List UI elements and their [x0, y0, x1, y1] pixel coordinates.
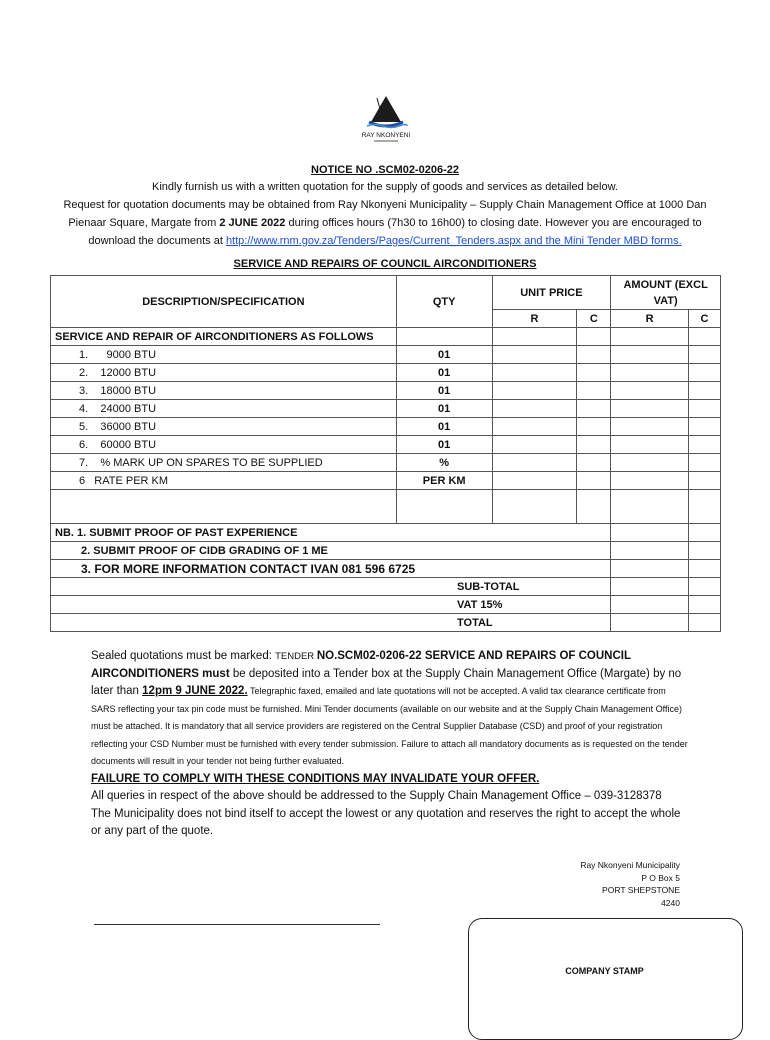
unit-price-r-cell[interactable] — [492, 418, 577, 436]
amount-r-cell[interactable] — [611, 454, 689, 472]
vat-c-cell[interactable] — [689, 596, 721, 614]
header-amount-r: R — [611, 310, 689, 328]
header-unit-price: UNIT PRICE — [492, 276, 611, 310]
item-qty: 01 — [396, 346, 492, 364]
total-label: TOTAL — [51, 614, 611, 632]
signature-line[interactable] — [94, 924, 380, 925]
unit-price-r-cell[interactable] — [492, 472, 577, 490]
header-amount: AMOUNT (EXCL VAT) — [611, 276, 721, 310]
conditions-small-print: Telegraphic faxed, emailed and late quotations will not be accepted. A valid tax clearance certificate from SARS reflecting your tax pin code must be furnished. Mini Tender documents (available on our website and at the Supply Chain Management Office) must be attached. It is mandatory that all service providers are registered on the Central Supplier Database (CSD) and proof of your registration reflecting your CSD Number must be furnished with every tender submission. Failure to attach all mandatory documents as is requested on the tender documents will result in your tender not being further evaluated. — [91, 686, 688, 766]
section-heading: SERVICE AND REPAIR OF AIRCONDITIONERS AS FOLLOWS — [51, 328, 397, 346]
unit-price-c-cell[interactable] — [577, 382, 611, 400]
header-unit-c: C — [577, 310, 611, 328]
item-qty: PER KM — [396, 472, 492, 490]
table-row — [51, 436, 721, 454]
table-row — [51, 472, 721, 490]
header-amount-c: C — [689, 310, 721, 328]
nb-1: NB. 1. SUBMIT PROOF OF PAST EXPERIENCE — [51, 524, 611, 542]
item-description: 1. 9000 BTU — [51, 346, 397, 364]
queries: All queries in respect of the above should be addressed to the Supply Chain Management Office – 039-3128378 — [91, 790, 662, 802]
company-stamp-label: COMPANY STAMP — [565, 966, 644, 976]
amount-c-cell[interactable] — [689, 364, 721, 382]
header-description: DESCRIPTION/SPECIFICATION — [51, 276, 397, 328]
amount-c-cell[interactable] — [689, 454, 721, 472]
item-description: 3. 18000 BTU — [51, 382, 397, 400]
notice-number: NOTICE NO .SCM02-0206-22 — [311, 164, 459, 176]
amount-c-cell[interactable] — [689, 346, 721, 364]
item-qty: 01 — [396, 364, 492, 382]
company-stamp-box[interactable] — [468, 918, 743, 1040]
tenders-link[interactable]: http://www.rnm.gov.za/Tenders/Pages/Current_Tenders.aspx and the Mini Tender MBD forms. — [225, 235, 682, 247]
amount-r-cell[interactable] — [611, 436, 689, 454]
sealed-quotations-paragraph: Sealed quotations must be marked: TENDER NO.SCM02-0206-22 SERVICE AND REPAIRS OF COUNCIL AIRCONDITIONERS must be deposited into a Tender box at the Supply Chain Management Office (Margate) by no later than 12pm 9 JUNE 2022. Telegraphic faxed, emailed and late quotations will not be accepted. A valid tax clearance certificate from SARS reflecting your tax pin code must be furnished. Mini Tender documents (available on our website and at the Supply Chain Management Office) must be attached. It is mandatory that all service providers are registered on the Central Supplier Database (CSD) and proof of your registration reflecting your CSD Number must be furnished with every tender submission. Failure to attach all mandatory documents as is requested on the tender documents will result in your tender not being further evaluated. — [91, 650, 688, 766]
vat-label: VAT 15% — [51, 596, 611, 614]
instructions — [91, 648, 689, 841]
intro-line-1: Kindly furnish us with a written quotation for the supply of goods and services as detailed below. — [152, 181, 618, 193]
unit-price-r-cell[interactable] — [492, 382, 577, 400]
quotation-table — [50, 275, 721, 632]
item-description: 2. 12000 BTU — [51, 364, 397, 382]
amount-c-cell[interactable] — [689, 418, 721, 436]
amount-r-cell[interactable] — [611, 400, 689, 418]
item-qty: 01 — [396, 400, 492, 418]
amount-c-cell[interactable] — [689, 472, 721, 490]
unit-price-c-cell[interactable] — [577, 436, 611, 454]
vat-r-cell[interactable] — [611, 596, 689, 614]
intro-line-2: Request for quotation documents may be obtained from Ray Nkonyeni Municipality – Supply Chain Management Office at 1000 Dan — [63, 199, 707, 211]
amount-r-cell[interactable] — [611, 346, 689, 364]
table-row — [51, 418, 721, 436]
header-unit-r: R — [492, 310, 577, 328]
item-qty: % — [396, 454, 492, 472]
table-row — [51, 364, 721, 382]
disclaimer: The Municipality does not bind itself to accept the lowest or any quotation and reserves the right to accept the whole or any part of the quote. — [91, 807, 681, 837]
amount-r-cell[interactable] — [611, 472, 689, 490]
unit-price-r-cell[interactable] — [492, 400, 577, 418]
warning: FAILURE TO COMPLY WITH THESE CONDITIONS MAY INVALIDATE YOUR OFFER. — [91, 772, 540, 785]
intro-line-3: Pienaar Square, Margate from 2 JUNE 2022 during offices hours (7h30 to 16h00) to closing date. However you are encouraged to — [68, 217, 702, 229]
header-qty: QTY — [396, 276, 492, 328]
item-qty: 01 — [396, 418, 492, 436]
unit-price-c-cell[interactable] — [577, 346, 611, 364]
item-qty: 01 — [396, 436, 492, 454]
amount-r-cell[interactable] — [611, 382, 689, 400]
subtotal-r-cell[interactable] — [611, 578, 689, 596]
item-qty: 01 — [396, 382, 492, 400]
amount-c-cell[interactable] — [689, 400, 721, 418]
deadline: 12pm 9 JUNE 2022. — [142, 685, 248, 697]
nb-3: 3. FOR MORE INFORMATION CONTACT IVAN 081 596 6725 — [51, 560, 611, 578]
amount-r-cell[interactable] — [611, 364, 689, 382]
amount-c-cell[interactable] — [689, 436, 721, 454]
item-description: 5. 36000 BTU — [51, 418, 397, 436]
subtotal-label: SUB-TOTAL — [51, 578, 611, 596]
unit-price-r-cell[interactable] — [492, 454, 577, 472]
total-c-cell[interactable] — [689, 614, 721, 632]
table-row — [51, 454, 721, 472]
table-row — [51, 382, 721, 400]
municipality-address: Ray Nkonyeni Municipality P O Box 5 PORT SHEPSTONE 4240 — [580, 860, 680, 908]
unit-price-c-cell[interactable] — [577, 472, 611, 490]
intro-paragraph — [38, 178, 732, 250]
unit-price-c-cell[interactable] — [577, 400, 611, 418]
item-description: 4. 24000 BTU — [51, 400, 397, 418]
table-row — [51, 400, 721, 418]
item-description: 7. % MARK UP ON SPARES TO BE SUPPLIED — [51, 454, 397, 472]
unit-price-r-cell[interactable] — [492, 346, 577, 364]
logo-text: RAY NKONYENI — [361, 132, 411, 139]
total-r-cell[interactable] — [611, 614, 689, 632]
table-row — [51, 346, 721, 364]
amount-r-cell[interactable] — [611, 418, 689, 436]
opening-date: 2 JUNE 2022 — [219, 217, 286, 229]
table-title: SERVICE AND REPAIRS OF COUNCIL AIRCONDITIONERS — [233, 258, 537, 270]
intro-line-4: download the documents at http://www.rnm.gov.za/Tenders/Pages/Current_Tenders.aspx and the Mini Tender MBD forms. — [88, 235, 682, 247]
tender-number: NO.SCM02-0206-22 SERVICE AND REPAIRS OF COUNCIL AIRCONDITIONERS must — [91, 650, 631, 680]
unit-price-c-cell[interactable] — [577, 418, 611, 436]
unit-price-c-cell[interactable] — [577, 454, 611, 472]
table-row-blank — [51, 490, 721, 524]
municipality-logo — [355, 92, 417, 144]
subtotal-c-cell[interactable] — [689, 578, 721, 596]
nb-2: 2. SUBMIT PROOF OF CIDB GRADING OF 1 ME — [51, 542, 611, 560]
logo-mountain — [371, 96, 401, 122]
amount-c-cell[interactable] — [689, 382, 721, 400]
unit-price-r-cell[interactable] — [492, 364, 577, 382]
item-description: 6 RATE PER KM — [51, 472, 397, 490]
unit-price-r-cell[interactable] — [492, 436, 577, 454]
item-description: 6. 60000 BTU — [51, 436, 397, 454]
unit-price-c-cell[interactable] — [577, 364, 611, 382]
